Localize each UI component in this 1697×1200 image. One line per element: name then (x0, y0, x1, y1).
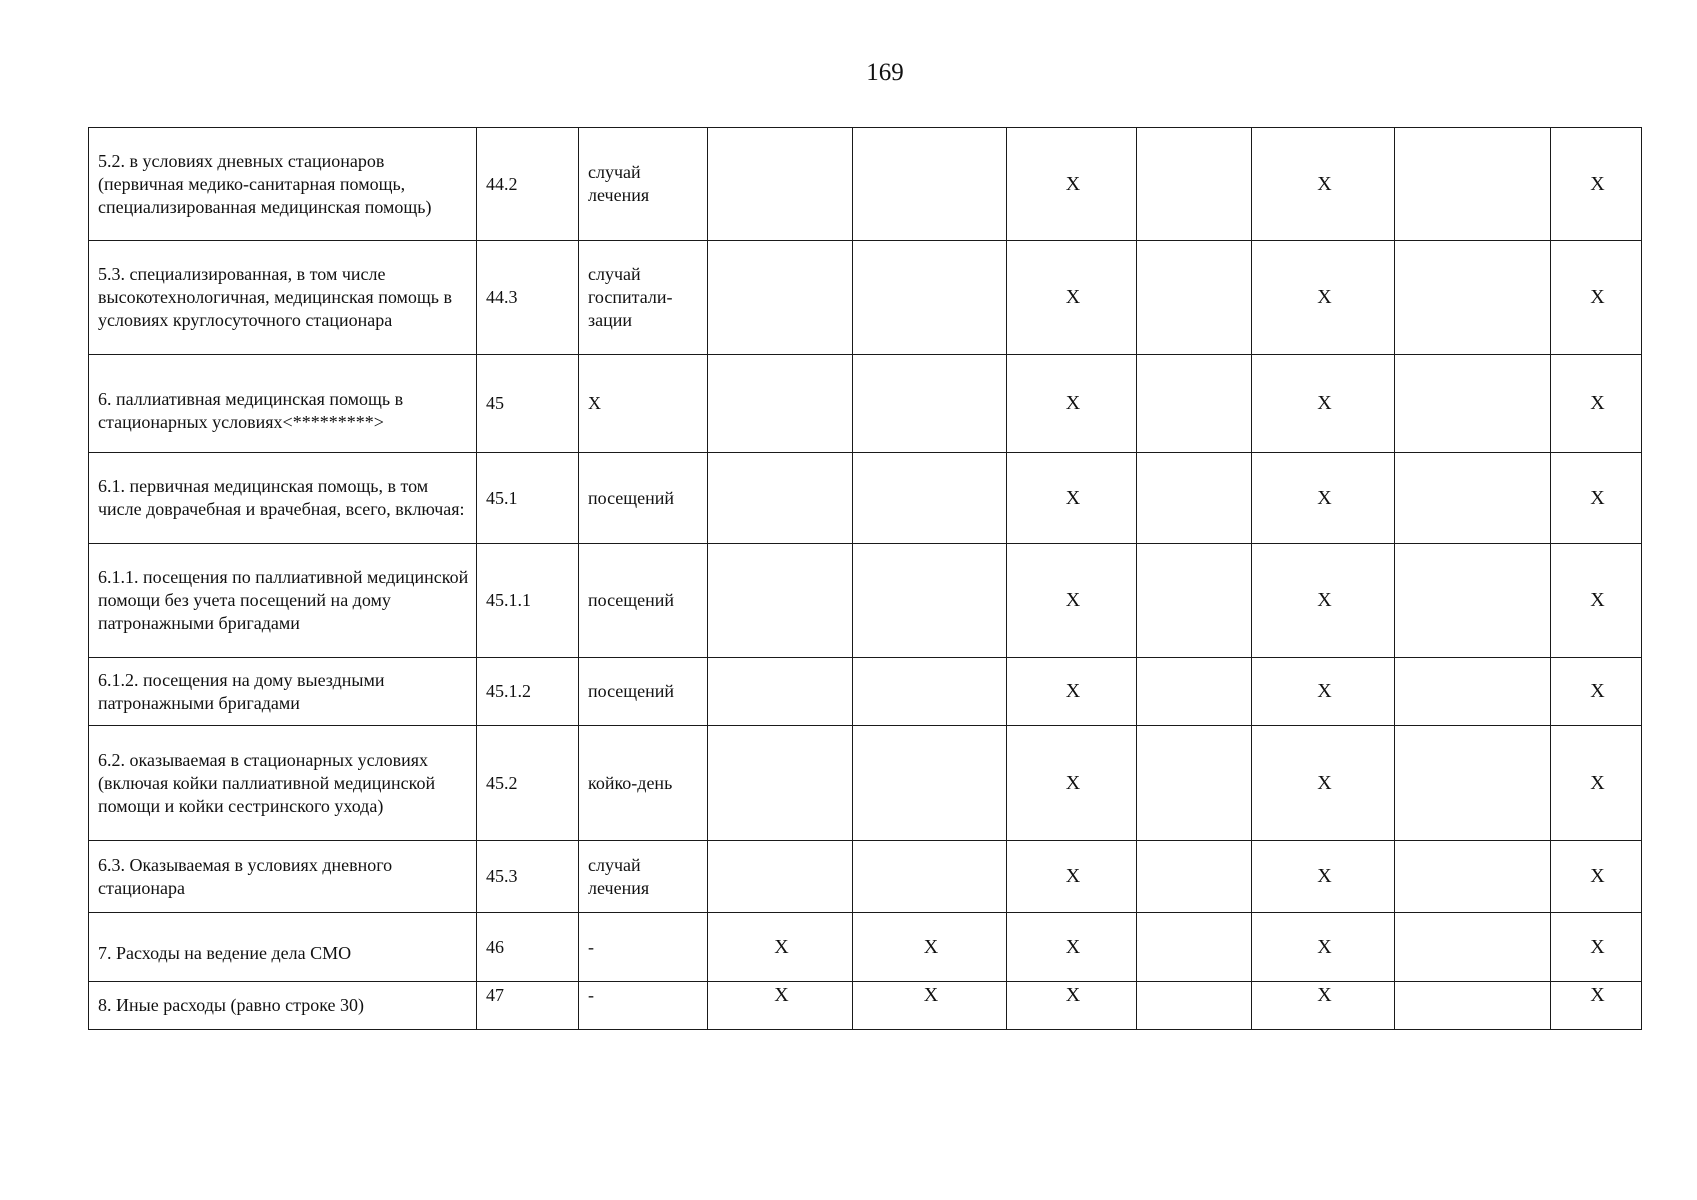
row-code: 45.1 (477, 453, 579, 544)
row-name: 7. Расходы на ведение дела СМО (89, 913, 477, 982)
cell-col-10: X (1551, 128, 1642, 241)
cell-col-6: X (1007, 128, 1137, 241)
cell-col-10: X (1551, 841, 1642, 913)
cell-col-4 (708, 841, 853, 913)
row-unit: случай лечения (579, 128, 708, 241)
row-code: 45 (477, 355, 579, 453)
row-name: 5.2. в условиях дневных стационаров (первичная медико-санитарная помощь, специализированная медицинская помощь) (89, 128, 477, 241)
row-unit: - (579, 913, 708, 982)
data-table (88, 127, 1642, 1030)
cell-col-6: X (1007, 982, 1137, 1030)
cell-col-8: X (1252, 128, 1395, 241)
cell-col-5 (853, 841, 1007, 913)
cell-col-4: X (708, 982, 853, 1030)
cell-col-5: X (853, 913, 1007, 982)
row-code: 45.1.2 (477, 658, 579, 726)
row-unit: посещений (579, 453, 708, 544)
cell-col-9 (1395, 726, 1551, 841)
cell-col-10: X (1551, 982, 1642, 1030)
cell-col-5 (853, 241, 1007, 355)
cell-col-7 (1137, 128, 1252, 241)
cell-col-10: X (1551, 355, 1642, 453)
table-row (89, 544, 1642, 658)
cell-col-9 (1395, 453, 1551, 544)
cell-col-5 (853, 355, 1007, 453)
table-row (89, 355, 1642, 453)
cell-col-5 (853, 726, 1007, 841)
cell-col-6: X (1007, 355, 1137, 453)
cell-col-7 (1137, 453, 1252, 544)
cell-col-5 (853, 658, 1007, 726)
cell-col-6: X (1007, 658, 1137, 726)
row-name: 6. паллиативная медицинская помощь в стационарных условиях<*********> (89, 355, 477, 453)
row-code: 45.2 (477, 726, 579, 841)
cell-col-4 (708, 726, 853, 841)
cell-col-7 (1137, 355, 1252, 453)
cell-col-6: X (1007, 841, 1137, 913)
cell-col-8: X (1252, 355, 1395, 453)
row-name: 6.3. Оказываемая в условиях дневного стационара (89, 841, 477, 913)
table-row (89, 128, 1642, 241)
cell-col-7 (1137, 982, 1252, 1030)
cell-col-9 (1395, 982, 1551, 1030)
cell-col-4 (708, 241, 853, 355)
table-row (89, 982, 1642, 1030)
cell-col-6: X (1007, 726, 1137, 841)
cell-col-8: X (1252, 658, 1395, 726)
cell-col-10: X (1551, 241, 1642, 355)
row-unit: случай госпитали-зации (579, 241, 708, 355)
cell-col-10: X (1551, 658, 1642, 726)
cell-col-7 (1137, 913, 1252, 982)
cell-col-8: X (1252, 726, 1395, 841)
row-unit: посещений (579, 658, 708, 726)
row-code: 45.1.1 (477, 544, 579, 658)
cell-col-10: X (1551, 544, 1642, 658)
cell-col-5 (853, 544, 1007, 658)
row-unit: X (579, 355, 708, 453)
cell-col-8: X (1252, 841, 1395, 913)
table-row (89, 726, 1642, 841)
row-name: 6.1. первичная медицинская помощь, в том числе доврачебная и врачебная, всего, включая: (89, 453, 477, 544)
cell-col-8: X (1252, 453, 1395, 544)
page-number: 169 (866, 59, 904, 86)
cell-col-4 (708, 544, 853, 658)
cell-col-5 (853, 453, 1007, 544)
cell-col-10: X (1551, 913, 1642, 982)
cell-col-6: X (1007, 241, 1137, 355)
row-code: 47 (477, 982, 579, 1030)
table-body (89, 128, 1642, 1030)
cell-col-4: X (708, 913, 853, 982)
table-row (89, 453, 1642, 544)
row-code: 44.2 (477, 128, 579, 241)
row-name: 6.2. оказываемая в стационарных условиях (включая койки паллиативной медицинской помощи и койки сестринского ухода) (89, 726, 477, 841)
cell-col-7 (1137, 241, 1252, 355)
row-unit: койко-день (579, 726, 708, 841)
table-row (89, 241, 1642, 355)
cell-col-8: X (1252, 544, 1395, 658)
table-row (89, 841, 1642, 913)
cell-col-7 (1137, 726, 1252, 841)
row-unit: - (579, 982, 708, 1030)
row-unit: посещений (579, 544, 708, 658)
row-name: 8. Иные расходы (равно строке 30) (89, 982, 477, 1030)
cell-col-10: X (1551, 726, 1642, 841)
table-row (89, 913, 1642, 982)
cell-col-9 (1395, 544, 1551, 658)
cell-col-9 (1395, 241, 1551, 355)
cell-col-6: X (1007, 544, 1137, 658)
table-row (89, 658, 1642, 726)
cell-col-5: X (853, 982, 1007, 1030)
row-code: 45.3 (477, 841, 579, 913)
cell-col-7 (1137, 841, 1252, 913)
cell-col-4 (708, 658, 853, 726)
cell-col-9 (1395, 355, 1551, 453)
cell-col-4 (708, 453, 853, 544)
cell-col-4 (708, 355, 853, 453)
cell-col-9 (1395, 913, 1551, 982)
cell-col-7 (1137, 544, 1252, 658)
cell-col-8: X (1252, 913, 1395, 982)
cell-col-6: X (1007, 913, 1137, 982)
cell-col-10: X (1551, 453, 1642, 544)
row-name: 6.1.1. посещения по паллиативной медицинской помощи без учета посещений на дому патронажными бригадами (89, 544, 477, 658)
cell-col-8: X (1252, 982, 1395, 1030)
row-unit: случай лечения (579, 841, 708, 913)
cell-col-6: X (1007, 453, 1137, 544)
cell-col-9 (1395, 658, 1551, 726)
row-code: 46 (477, 913, 579, 982)
row-code: 44.3 (477, 241, 579, 355)
row-name: 6.1.2. посещения на дому выездными патронажными бригадами (89, 658, 477, 726)
cell-col-8: X (1252, 241, 1395, 355)
cell-col-4 (708, 128, 853, 241)
cell-col-9 (1395, 841, 1551, 913)
cell-col-9 (1395, 128, 1551, 241)
row-name: 5.3. специализированная, в том числе высокотехнологичная, медицинская помощь в условиях круглосуточного стационара (89, 241, 477, 355)
cell-col-5 (853, 128, 1007, 241)
cell-col-7 (1137, 658, 1252, 726)
